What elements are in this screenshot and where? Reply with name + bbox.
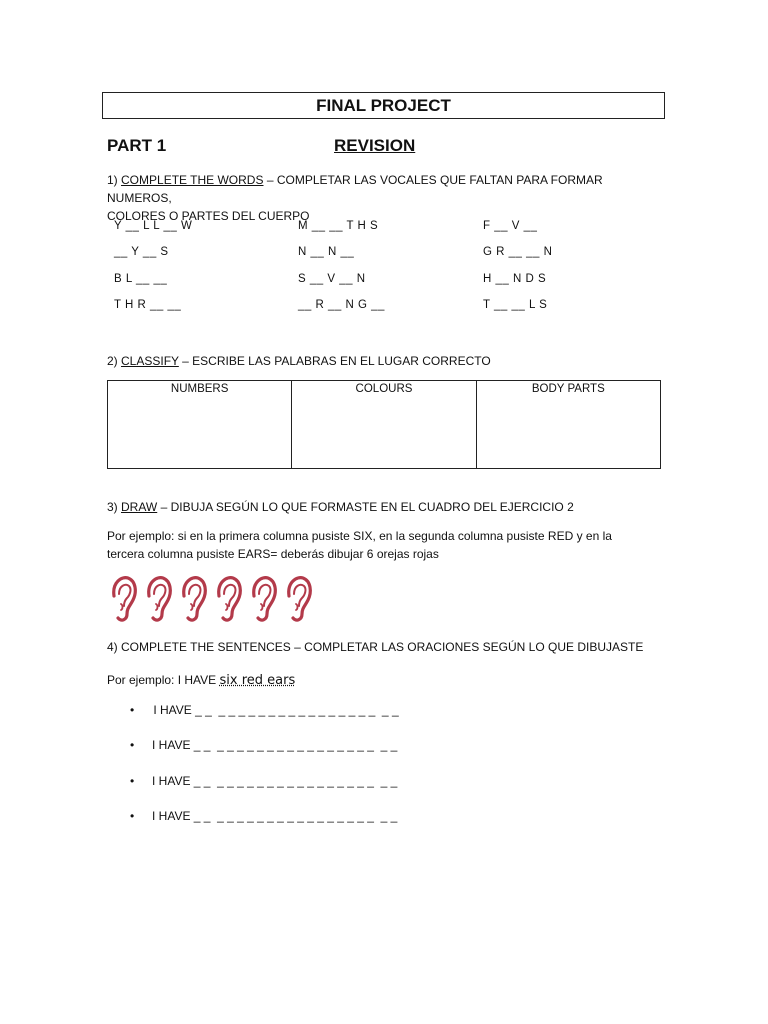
exercise-1-text-line2: COLORES O PARTES DEL CUERPO: [107, 209, 310, 223]
ear-icon: [213, 574, 243, 624]
example-answer: six red ears: [219, 673, 296, 688]
exercise-3-number: 3): [107, 500, 122, 514]
exercise-2-text: – ESCRIBE LAS PALABRAS EN EL LUGAR CORRECTO: [178, 354, 491, 368]
bullet-icon: •: [130, 703, 135, 717]
sentence-line-4[interactable]: I HAVE _ _ _ _ _ _ _ _ _ _ _ _ _ _ _ _ _ _ _ _: [152, 809, 398, 823]
part-label: PART 1: [107, 136, 167, 155]
word-item[interactable]: __ R __ N G __: [298, 299, 385, 311]
example-line2: tercera columna pusiste EARS= deberás dibujar 6 orejas rojas: [107, 547, 439, 561]
ear-icon: [143, 574, 173, 624]
exercise-3-example: [107, 527, 687, 563]
bullet-icon: •: [130, 774, 135, 788]
word-item[interactable]: N __ N __: [298, 246, 355, 258]
ear-icon: [283, 574, 313, 624]
exercise-4-example: [107, 671, 295, 690]
numbers-column[interactable]: NUMBERS: [108, 381, 292, 469]
word-item[interactable]: __ Y __ S: [114, 246, 169, 258]
exercise-2-label: CLASSIFY: [121, 354, 179, 368]
exercise-1-text-line1: – COMPLETAR LAS VOCALES QUE FALTAN PARA FORMAR NUMEROS,: [107, 173, 603, 205]
bullet-icon: •: [130, 809, 135, 823]
ear-icon: [108, 574, 138, 624]
exercise-1-number: 1): [107, 173, 122, 187]
example-line1: Por ejemplo: si en la primera columna pusiste SIX, en la segunda columna pusiste RED y en la: [107, 529, 612, 543]
word-item[interactable]: M __ __ T H S: [298, 220, 379, 232]
exercise-1-label: COMPLETE THE WORDS: [121, 173, 264, 187]
page-title: FINAL PROJECT: [102, 92, 665, 119]
word-item[interactable]: F __ V __: [483, 220, 538, 232]
colours-column[interactable]: COLOURS: [292, 381, 476, 469]
sentence-line-3[interactable]: I HAVE _ _ _ _ _ _ _ _ _ _ _ _ _ _ _ _ _ _ _ _: [152, 774, 398, 788]
exercise-2-instructions: [107, 352, 491, 370]
sentence-line-2[interactable]: I HAVE _ _ _ _ _ _ _ _ _ _ _ _ _ _ _ _ _ _ _ _: [152, 738, 398, 752]
exercise-1-instructions: [107, 171, 667, 225]
word-item[interactable]: Y __ L L __ W: [114, 220, 193, 232]
classify-table: [107, 380, 661, 469]
ears-drawing: [108, 574, 338, 626]
word-item[interactable]: S __ V __ N: [298, 273, 366, 285]
bullet-icon: •: [130, 738, 135, 752]
ear-icon: [178, 574, 208, 624]
revision-heading: REVISION: [334, 136, 416, 155]
sentence-line-1[interactable]: I HAVE _ _ _ _ _ _ _ _ _ _ _ _ _ _ _ _ _ _ _ _: [150, 703, 399, 717]
example-prefix: Por ejemplo: I HAVE: [107, 673, 220, 687]
word-item[interactable]: H __ N D S: [483, 273, 547, 285]
ear-icon: [248, 574, 278, 624]
exercise-3-label: DRAW: [121, 500, 158, 514]
exercise-4-heading: 4) COMPLETE THE SENTENCES – COMPLETAR LAS ORACIONES SEGÚN LO QUE DIBUJASTE: [107, 640, 644, 654]
word-item[interactable]: G R __ __ N: [483, 246, 553, 258]
word-item[interactable]: T __ __ L S: [483, 299, 548, 311]
exercise-2-number: 2): [107, 354, 122, 368]
word-item[interactable]: T H R __ __: [114, 299, 182, 311]
body-parts-column[interactable]: BODY PARTS: [476, 381, 660, 469]
exercise-3-text: – DIBUJA SEGÚN LO QUE FORMASTE EN EL CUADRO DEL EJERCICIO 2: [157, 500, 574, 514]
exercise-3-instructions: [107, 498, 574, 516]
word-item[interactable]: B L __ __: [114, 273, 168, 285]
